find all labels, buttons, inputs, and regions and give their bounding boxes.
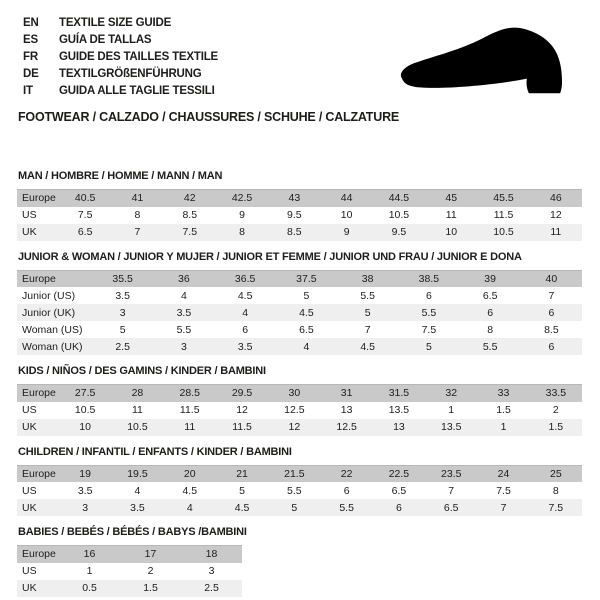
size-table [17,189,582,241]
size-cell: 4 [164,499,216,516]
size-cell: 7.5 [530,499,582,516]
size-cell: 12.5 [268,402,320,419]
size-cell: 10 [320,207,372,224]
size-cell: 3.5 [153,304,214,321]
size-cell: 19.5 [111,465,163,482]
row-label-cell: Junior (US) [17,287,92,304]
size-cell: 6 [373,499,425,516]
size-cell: 21.5 [268,465,320,482]
size-cell: 6 [215,321,276,338]
size-cell: 4 [276,338,337,355]
size-cell: 25 [530,465,582,482]
row-label-cell: Woman (UK) [17,338,92,355]
size-cell: 12.5 [320,419,372,436]
table-row [17,465,582,482]
size-cell: 7.5 [398,321,459,338]
table-row [17,338,582,355]
size-cell: 29.5 [216,385,268,402]
size-cell: 5 [268,499,320,516]
size-cell: 21 [216,465,268,482]
size-cell: 44.5 [373,190,425,207]
size-cell: 6 [521,338,582,355]
size-cell: 7.5 [477,482,529,499]
size-cell: 7.5 [164,224,216,241]
table-row [17,402,582,419]
row-label-cell: Europe [17,190,59,207]
size-cell: 16 [59,546,120,563]
row-label-cell: Europe [17,465,59,482]
table-row [17,287,582,304]
row-label-cell: US [17,563,59,580]
row-label-cell: Junior (UK) [17,304,92,321]
table-row [17,419,582,436]
size-cell: 8.5 [268,224,320,241]
row-label-cell: UK [17,419,59,436]
size-cell: 3.5 [59,482,111,499]
language-code: IT [23,85,33,97]
size-cell: 2.5 [181,580,242,597]
size-cell: 31.5 [373,385,425,402]
size-cell: 23.5 [425,465,477,482]
row-label-cell: Europe [17,546,59,563]
table-row [17,563,242,580]
row-label-cell: UK [17,580,59,597]
section-title: JUNIOR & WOMAN / JUNIOR Y MUJER / JUNIOR ET FEMME / JUNIOR UND FRAU / JUNIOR E DONA [18,250,522,263]
size-cell: 8 [460,321,521,338]
table-row [17,499,582,516]
row-label-cell: UK [17,499,59,516]
size-cell: 5.5 [460,338,521,355]
size-cell: 35.5 [92,270,153,287]
size-cell: 10.5 [477,224,529,241]
size-cell: 9 [216,207,268,224]
language-code: EN [23,17,39,29]
table-row [17,321,582,338]
size-cell: 3.5 [92,287,153,304]
size-cell: 6 [521,304,582,321]
size-cell: 4 [111,482,163,499]
size-cell: 42.5 [216,190,268,207]
size-cell: 6 [460,304,521,321]
row-label-cell: US [17,402,59,419]
row-label-cell: Europe [17,385,59,402]
size-table [17,270,582,356]
size-cell: 6 [320,482,372,499]
table-row [17,546,242,563]
size-cell: 8 [530,482,582,499]
size-cell: 12 [216,402,268,419]
size-cell: 33.5 [530,385,582,402]
language-label: GUIDE DES TAILLES TEXTILE [59,51,218,63]
size-cell: 10 [425,224,477,241]
size-cell: 27.5 [59,385,111,402]
table-row [17,190,582,207]
language-code: FR [23,51,38,63]
language-code: ES [23,34,38,46]
size-cell: 1 [477,419,529,436]
size-cell: 38.5 [398,270,459,287]
size-cell: 5 [337,304,398,321]
size-cell: 6.5 [276,321,337,338]
size-section [17,252,600,356]
size-cell: 3.5 [215,338,276,355]
size-cell: 20 [164,465,216,482]
row-label-cell: Woman (US) [17,321,92,338]
size-cell: 4.5 [276,304,337,321]
size-cell: 6.5 [373,482,425,499]
section-title: MAN / HOMBRE / HOMME / MANN / MAN [18,170,223,182]
size-cell: 9 [320,224,372,241]
size-cell: 45.5 [477,190,529,207]
size-cell: 10.5 [111,419,163,436]
size-cell: 36.5 [215,270,276,287]
size-cell: 11 [425,207,477,224]
size-cell: 4.5 [164,482,216,499]
size-cell: 5 [276,287,337,304]
table-row [17,385,582,402]
page-title: FOOTWEAR / CALZADO / CHAUSSURES / SCHUHE / CALZATURE [18,110,400,124]
size-cell: 10.5 [59,402,111,419]
section-title: BABIES / BEBÉS / BÉBÉS / BABYS /BAMBINI [18,526,247,538]
table-row [17,580,242,597]
size-cell: 10.5 [373,207,425,224]
size-cell: 11 [111,402,163,419]
size-cell: 5.5 [153,321,214,338]
size-cell: 8 [111,207,163,224]
size-section [17,171,600,241]
size-cell: 6.5 [425,499,477,516]
size-cell: 5.5 [320,499,372,516]
size-cell: 5.5 [398,304,459,321]
size-cell: 22 [320,465,372,482]
size-cell: 11.5 [164,402,216,419]
size-cell: 17 [120,546,181,563]
size-cell: 6.5 [59,224,111,241]
size-cell: 6.5 [460,287,521,304]
size-cell: 46 [530,190,582,207]
table-row [17,482,582,499]
size-cell: 8.5 [164,207,216,224]
size-cell: 7 [337,321,398,338]
size-cell: 24 [477,465,529,482]
language-label: GUIDA ALLE TAGLIE TESSILI [59,85,215,97]
size-cell: 3 [59,499,111,516]
language-label: GUÍA DE TALLAS [59,34,152,46]
size-cell: 7 [111,224,163,241]
row-label-cell: UK [17,224,59,241]
size-cell: 8 [216,224,268,241]
size-cell: 7 [477,499,529,516]
size-cell: 3 [153,338,214,355]
size-cell: 33 [477,385,529,402]
size-cell: 2.5 [92,338,153,355]
size-cell: 12 [268,419,320,436]
size-cell: 11 [530,224,582,241]
size-cell: 2 [120,563,181,580]
language-label: TEXTILGRÖßENFÜHRUNG [59,68,202,80]
size-cell: 28.5 [164,385,216,402]
size-cell: 2 [530,402,582,419]
language-code: DE [23,68,39,80]
row-label-cell: US [17,207,59,224]
size-cell: 5 [398,338,459,355]
size-cell: 42 [164,190,216,207]
size-cell: 37.5 [276,270,337,287]
size-cell: 32 [425,385,477,402]
size-cell: 28 [111,385,163,402]
size-section [17,527,600,597]
size-cell: 4.5 [216,499,268,516]
size-cell: 13.5 [425,419,477,436]
size-cell: 7.5 [59,207,111,224]
size-cell: 3 [181,563,242,580]
size-cell: 1.5 [477,402,529,419]
size-cell: 1.5 [530,419,582,436]
size-cell: 3.5 [111,499,163,516]
size-cell: 38 [337,270,398,287]
size-cell: 1 [59,563,120,580]
size-cell: 31 [320,385,372,402]
size-cell: 18 [181,546,242,563]
size-tables [17,171,600,597]
row-label-cell: US [17,482,59,499]
size-cell: 36 [153,270,214,287]
size-cell: 5 [216,482,268,499]
size-cell: 1.5 [120,580,181,597]
size-cell: 39 [460,270,521,287]
size-table [17,465,582,517]
language-label: TEXTILE SIZE GUIDE [59,17,172,29]
size-cell: 11 [164,419,216,436]
size-cell: 5 [92,321,153,338]
size-cell: 10 [59,419,111,436]
size-cell: 13 [373,419,425,436]
size-cell: 40.5 [59,190,111,207]
size-cell: 8.5 [521,321,582,338]
size-table [17,384,582,436]
size-cell: 6 [398,287,459,304]
dress-shoe-icon [394,23,574,101]
size-cell: 22.5 [373,465,425,482]
size-cell: 4.5 [215,287,276,304]
size-section [17,366,600,436]
size-cell: 43 [268,190,320,207]
size-cell: 5.5 [268,482,320,499]
size-cell: 7 [521,287,582,304]
row-label-cell: Europe [17,270,92,287]
table-row [17,224,582,241]
size-cell: 13.5 [373,402,425,419]
size-cell: 13 [320,402,372,419]
size-cell: 7 [425,482,477,499]
size-cell: 11.5 [216,419,268,436]
section-title: CHILDREN / INFANTIL / ENFANTS / KINDER / BAMBINI [18,445,292,458]
size-cell: 4 [215,304,276,321]
size-table [17,545,242,597]
size-cell: 19 [59,465,111,482]
table-row [17,270,582,287]
size-cell: 9.5 [268,207,320,224]
size-cell: 4.5 [337,338,398,355]
size-cell: 45 [425,190,477,207]
size-cell: 5.5 [337,287,398,304]
section-title: KIDS / NIÑOS / DES GAMINS / KINDER / BAMBINI [18,365,266,377]
size-cell: 41 [111,190,163,207]
size-cell: 11.5 [477,207,529,224]
table-row [17,207,582,224]
size-section [17,447,600,517]
size-cell: 0.5 [59,580,120,597]
size-cell: 4 [153,287,214,304]
size-cell: 9.5 [373,224,425,241]
table-row [17,304,582,321]
size-cell: 12 [530,207,582,224]
size-cell: 44 [320,190,372,207]
size-cell: 40 [521,270,582,287]
size-cell: 1 [425,402,477,419]
size-cell: 3 [92,304,153,321]
size-cell: 30 [268,385,320,402]
